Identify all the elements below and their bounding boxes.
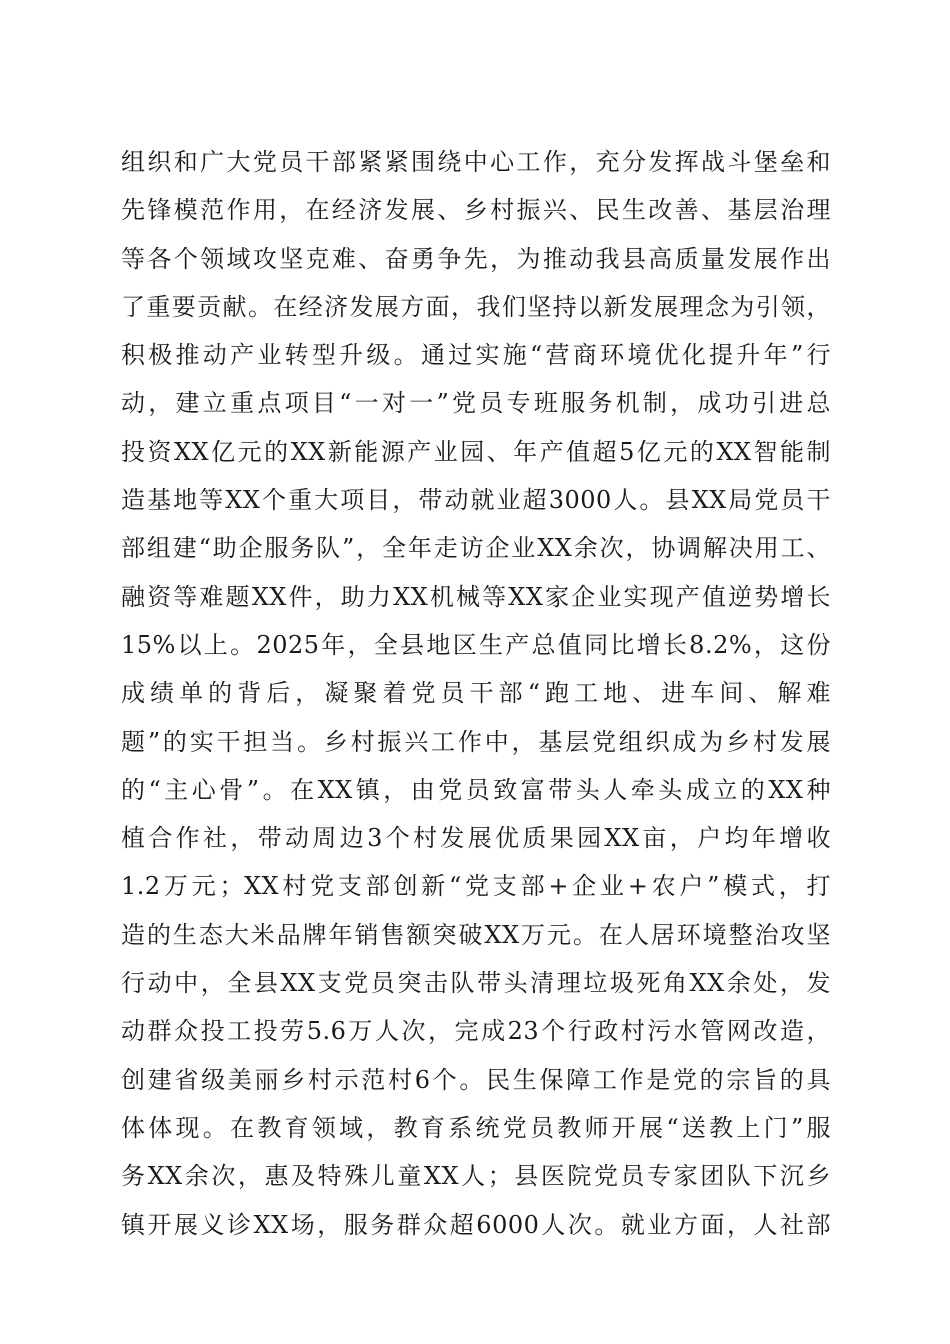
- text-line: 先锋模范作用，在经济发展、乡村振兴、民生改善、基层治理: [121, 196, 831, 225]
- text-line: 题”的实干担当。乡村振兴工作中，基层党组织成为乡村发展: [121, 727, 831, 756]
- text-line: 融资等难题XX件，助力XX机械等XX家企业实现产值逆势增长: [121, 582, 831, 611]
- text-line: 投资XX亿元的XX新能源产业园、年产值超5亿元的XX智能制: [121, 437, 831, 466]
- text-line: 1.2万元；XX村党支部创新“党支部+企业+农户”模式，打: [121, 872, 831, 901]
- body-paragraph: [121, 138, 831, 1249]
- text-line: 动，建立重点项目“一对一”党员专班服务机制，成功引进总: [121, 389, 831, 418]
- text-line: 了重要贡献。在经济发展方面，我们坚持以新发展理念为引领，: [121, 292, 831, 321]
- text-line: 造基地等XX个重大项目，带动就业超3000人。县XX局党员干: [121, 486, 831, 515]
- text-line: 组织和广大党员干部紧紧围绕中心工作，充分发挥战斗堡垒和: [121, 148, 831, 176]
- text-line: 15%以上。2025年，全县地区生产总值同比增长8.2%，这份: [121, 630, 831, 659]
- text-line: 动群众投工投劳5.6万人次，完成23个行政村污水管网改造，: [121, 1017, 831, 1046]
- text-line: 行动中，全县XX支党员突击队带头清理垃圾死角XX余处，发: [121, 969, 831, 998]
- text-line: 造的生态大米品牌年销售额突破XX万元。在人居环境整治攻坚: [121, 920, 831, 949]
- text-line: 镇开展义诊XX场，服务群众超6000人次。就业方面，人社部: [121, 1210, 831, 1239]
- text-line: 成绩单的背后，凝聚着党员干部“跑工地、进车间、解难: [121, 679, 831, 708]
- text-line: 积极推动产业转型升级。通过实施“营商环境优化提升年”行: [121, 341, 831, 370]
- text-line: 部组建“助企服务队”，全年走访企业XX余次，协调解决用工、: [121, 534, 831, 563]
- text-line: 植合作社，带动周边3个村发展优质果园XX亩，户均年增收: [121, 824, 831, 853]
- text-line: 体体现。在教育领域，教育系统党员教师开展“送教上门”服: [121, 1113, 831, 1142]
- text-line: 的“主心骨”。在XX镇，由党员致富带头人牵头成立的XX种: [121, 775, 831, 804]
- text-line: 务XX余次，惠及特殊儿童XX人；县医院党员专家团队下沉乡: [121, 1162, 831, 1191]
- text-line: 等各个领域攻坚克难、奋勇争先，为推动我县高质量发展作出: [121, 244, 831, 273]
- text-line: 创建省级美丽乡村示范村6个。民生保障工作是党的宗旨的具: [121, 1065, 831, 1094]
